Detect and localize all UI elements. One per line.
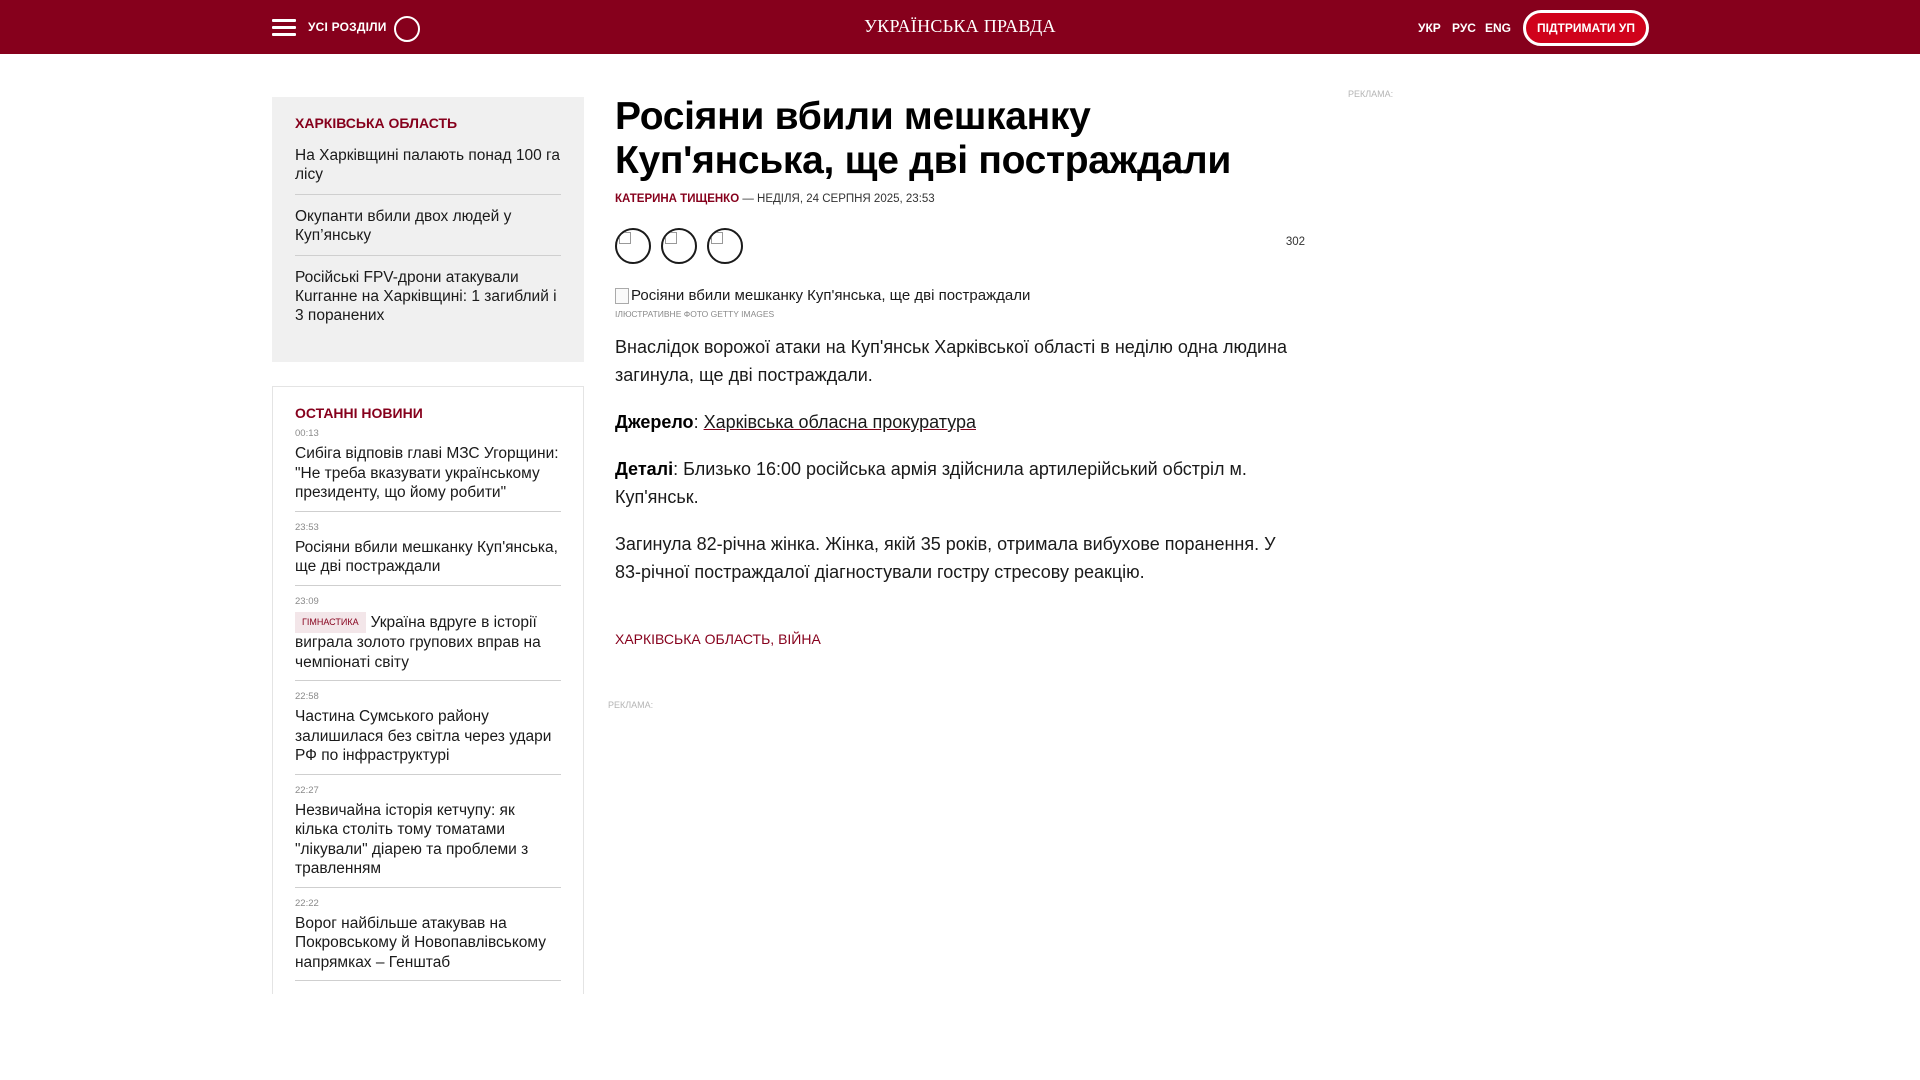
facebook-icon[interactable] xyxy=(615,228,651,264)
broken-image-icon xyxy=(615,288,629,304)
details-label: Деталі xyxy=(615,459,674,479)
news-time: 22:58 xyxy=(295,691,319,702)
share-bar xyxy=(615,228,1305,264)
news-list-item[interactable] xyxy=(295,428,561,512)
tag-separator: , xyxy=(770,631,779,647)
byline-separator: — xyxy=(739,193,758,205)
tag-link[interactable]: ВІЙНА xyxy=(778,631,821,647)
site-header xyxy=(0,0,1920,54)
article-headline: Росіяни вбили мешканку Куп'янська, ще дві постраждали xyxy=(615,95,1232,182)
search-icon[interactable] xyxy=(394,16,420,42)
news-list-item[interactable] xyxy=(295,522,561,586)
twitter-icon[interactable] xyxy=(661,228,697,264)
news-list-item[interactable] xyxy=(295,898,561,982)
news-title[interactable] xyxy=(295,914,561,973)
news-time: 00:13 xyxy=(295,428,319,439)
telegram-icon[interactable] xyxy=(707,228,743,264)
source-link[interactable]: Харківська обласна прокуратура xyxy=(703,412,977,432)
article xyxy=(615,95,1305,647)
news-time: 22:22 xyxy=(295,897,319,909)
latest-news-box xyxy=(272,386,584,994)
news-list-item[interactable] xyxy=(295,596,561,682)
hamburger-menu-icon[interactable] xyxy=(272,19,296,37)
article-image xyxy=(615,287,1305,304)
ad-label: РЕКЛАМА: xyxy=(1348,89,1394,99)
site-logo[interactable]: УКРАЇНСЬКА ПРАВДА xyxy=(864,16,1056,36)
all-sections-link[interactable]: УСІ РОЗДІЛИ xyxy=(308,20,387,34)
language-eng[interactable]: ENG xyxy=(1485,21,1512,35)
region-news-item[interactable]: Окупанти вбили двох людей у Куп’янську xyxy=(295,205,561,256)
news-title-text: Незвичайна історія кетчупу: як кілька століть тому томатами "лікували" діарею та проблеми з травленням xyxy=(295,801,529,877)
region-news-item[interactable]: Російські FPV-дрони атакували Кurганне на Харківщині: 1 загиблий і 3 поранених xyxy=(295,269,557,324)
news-title[interactable] xyxy=(295,707,561,766)
region-news-list xyxy=(295,144,561,335)
article-source: Джерело: Харківська обласна прокуратура xyxy=(615,412,977,432)
news-title[interactable] xyxy=(295,444,561,503)
news-title-text: Україна вдруге в історії виграла золото групових вправ на чемпіонаті світу xyxy=(295,613,541,671)
region-title[interactable]: ХАРКІВСЬКА ОБЛАСТЬ xyxy=(295,115,458,131)
image-caption: ІЛЮСТРАТИВНЕ ФОТО GETTY IMAGES xyxy=(615,309,775,319)
news-title[interactable] xyxy=(295,612,561,673)
language-ukr[interactable]: УКР xyxy=(1418,21,1441,35)
article-details xyxy=(615,455,1305,511)
news-list-item[interactable] xyxy=(295,691,561,775)
news-title[interactable] xyxy=(295,538,561,577)
ad-label: РЕКЛАМА: xyxy=(608,700,654,710)
article-date: НЕДІЛЯ, 24 СЕРПНЯ 2025, 23:53 xyxy=(757,193,935,205)
latest-news-title[interactable]: ОСТАННІ НОВИНИ xyxy=(295,405,423,421)
source-label: Джерело xyxy=(615,412,694,432)
article-byline xyxy=(615,193,1305,205)
news-time: 22:27 xyxy=(295,784,319,796)
article-tags xyxy=(615,631,1305,647)
region-news-item[interactable]: На Харківщині палають понад 100 га лісу xyxy=(295,144,561,195)
news-category-tag[interactable]: ГІМНАСТИКА xyxy=(295,612,366,634)
author-link[interactable]: КАТЕРИНА ТИЩЕНКО xyxy=(615,193,740,205)
news-time: 23:53 xyxy=(295,521,319,533)
article-lead: Внаслідок ворожої атаки на Куп'янськ Харківської області в неділю одна людина загинула, ще дві постраждали. xyxy=(615,337,1288,385)
news-title-text: Частина Сумського району залишилася без світла через удари РФ по інфраструктурі xyxy=(295,708,552,764)
tag-link[interactable]: ХАРКІВСЬКА ОБЛАСТЬ xyxy=(615,631,771,647)
news-time: 23:09 xyxy=(295,595,319,607)
news-title-text: Ворог найбільше атакував на Покровському й Новопавлівському напрямках – Генштаб xyxy=(295,914,547,971)
details-text: : Близько 16:00 російська армія здійснила артилерійський обстріл м. Куп'янськ. xyxy=(615,459,1247,507)
region-news-box xyxy=(272,97,584,362)
news-list-item[interactable] xyxy=(295,785,561,888)
news-title-text: Росіяни вбили мешканку Куп'янська, ще дві постраждали xyxy=(295,538,558,575)
news-title[interactable] xyxy=(295,801,561,879)
latest-news-list xyxy=(295,428,561,981)
support-button[interactable]: ПІДТРИМАТИ УП xyxy=(1523,10,1649,46)
language-rus[interactable]: РУС xyxy=(1452,21,1476,35)
article-body: Загинула 82-річна жінка. Жінка, якій 35 років, отримала вибухове поранення. У 83-річної постраждалої діагностували гостру стресову реакцію. xyxy=(615,534,1276,582)
image-alt-text: Росіяни вбили мешканку Куп'янська, ще дві постраждали xyxy=(631,287,1031,304)
news-title-text: Сибіга відповів главі МЗС Угорщини: "Не треба вказувати українському президенту, що йому робити" xyxy=(295,445,559,501)
view-count: 302 xyxy=(1285,236,1305,248)
